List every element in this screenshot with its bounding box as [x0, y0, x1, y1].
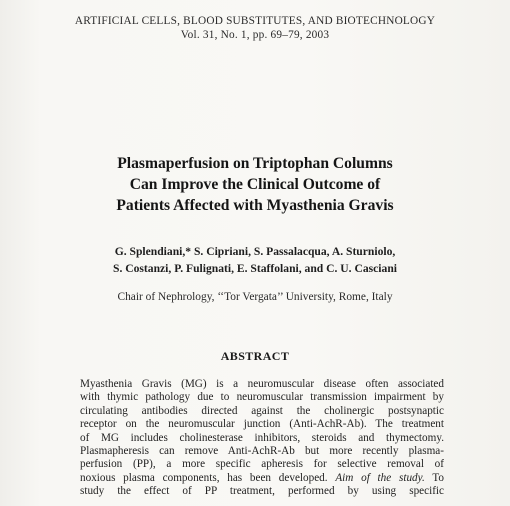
abstract-line: Plasmapheresis can remove Anti-AchR-Ab but more recently plasma-: [80, 445, 444, 458]
journal-volume: Vol. 31, No. 1, pp. 69–79, 2003: [180, 29, 330, 41]
journal-name: ARTIFICIAL CELLS, BLOOD SUBSTITUTES, AND BIOTECHNOLOGY: [74, 15, 436, 27]
abstract-line: circulating antibodies directed against the cholinergic postsynaptic: [80, 404, 444, 417]
abstract-heading: ABSTRACT: [220, 349, 290, 363]
title-line: Plasmaperfusion on Triptophan Columns: [117, 155, 393, 172]
author-list: [0, 243, 510, 277]
abstract-line: with thymic pathology due to neuromuscular transmission impairment by: [80, 391, 444, 404]
title-line: Can Improve the Clinical Outcome of: [129, 176, 381, 193]
abstract-body: [80, 378, 444, 499]
abstract-line: of MG includes cholinesterase inhibitors, steroids and thymectomy.: [80, 431, 444, 444]
affiliation: Chair of Nephrology, ‘‘Tor Vergata’’ University, Rome, Italy: [117, 291, 393, 303]
paper-title: [0, 153, 510, 216]
abstract-text: To: [432, 471, 444, 484]
abstract-line: receptor on the neuromuscular junction (Anti-AchR-Ab). The treatment: [80, 418, 444, 431]
authors-line: G. Splendiani,* S. Cipriani, S. Passalacqua, A. Sturniolo,: [114, 245, 396, 258]
journal-header: [0, 14, 510, 42]
title-line: Patients Affected with Myasthenia Gravis: [116, 197, 394, 214]
abstract-line: [80, 472, 444, 485]
abstract-line: Myasthenia Gravis (MG) is a neuromuscular disease often associated: [80, 378, 444, 390]
aim-of-study: Aim of the study.: [335, 471, 425, 484]
authors-line: S. Costanzi, P. Fulignati, E. Staffolani, and C. U. Casciani: [113, 262, 397, 275]
abstract-line: study the effect of PP treatment, performed by using specific: [80, 485, 444, 498]
abstract-text: noxious plasma components, has been developed.: [80, 471, 328, 484]
abstract-line: perfusion (PP), a more specific apheresis for selective removal of: [80, 458, 444, 471]
